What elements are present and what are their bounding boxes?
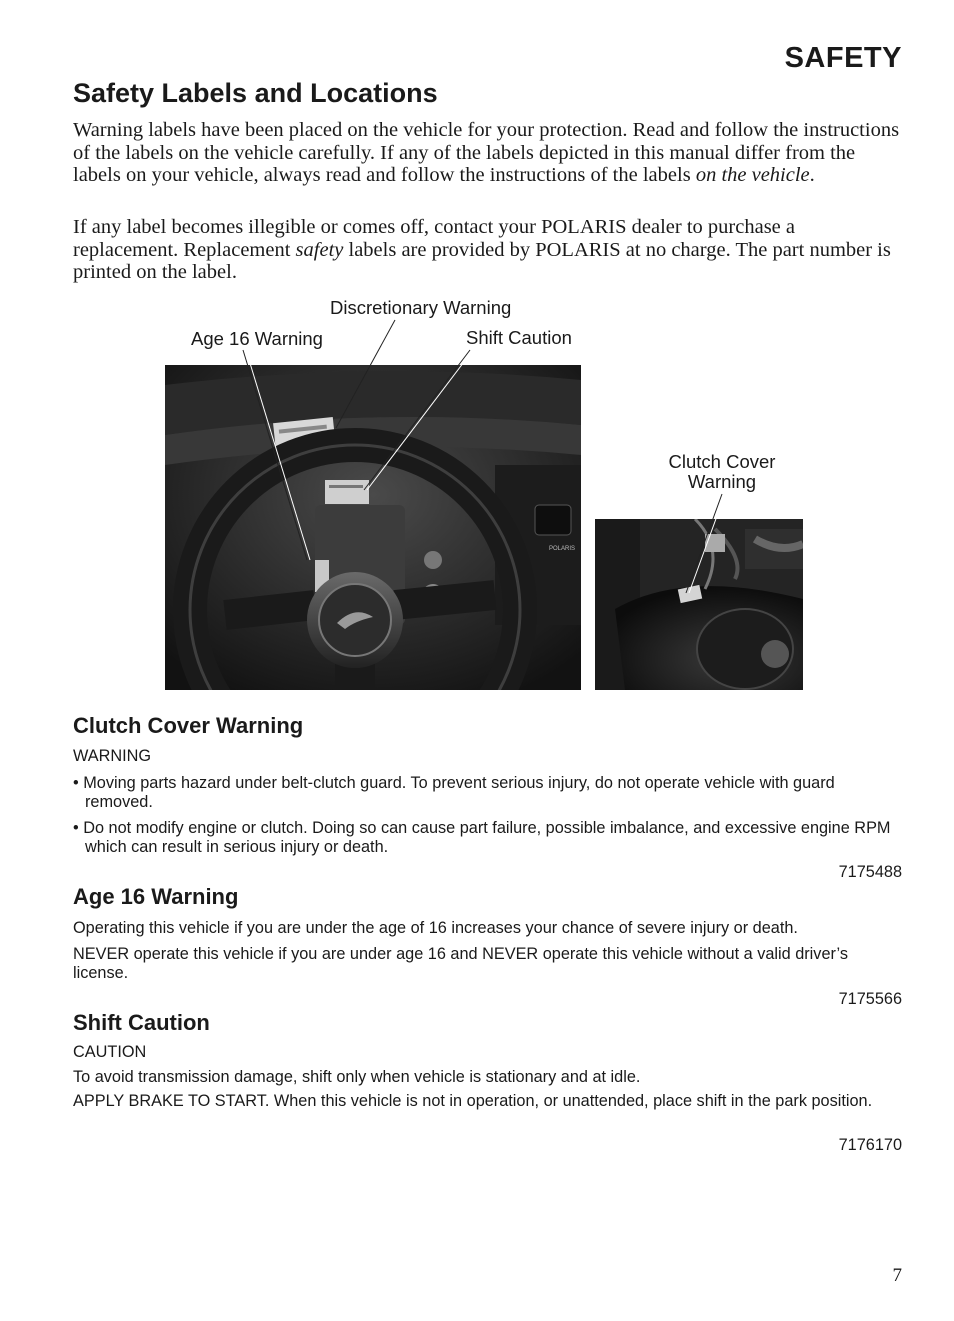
intro-p1-text: Warning labels have been placed on the vehicle for your protection. Read and follow the instructions of the labels on the vehicle carefully. If any of the labels depicted in this manual differ from the labels on your vehicle, always read and follow the instructions of the labels bbox=[73, 119, 900, 186]
shift-caution-heading: Shift Caution bbox=[73, 1010, 210, 1035]
clutch-cover-bullet-2: • Do not modify engine or clutch. Doing so can cause part failure, possible imbalance, and excessive engine RPM which can result in serious injury or death. bbox=[73, 819, 891, 856]
dashboard-photo bbox=[165, 365, 581, 690]
page-number: 7 bbox=[892, 1265, 902, 1286]
shift-caution-line-2: APPLY BRAKE TO START. When this vehicle is not in operation, or unattended, place shift in the park position. bbox=[73, 1092, 873, 1110]
callout-clutch-cover-warning: Clutch Cover Warning bbox=[668, 451, 776, 492]
clutch-cover-signal-word: WARNING bbox=[73, 747, 152, 765]
clutch-cover-heading: Clutch Cover Warning bbox=[73, 713, 304, 738]
clutch-cover-bullet-1: • Moving parts hazard under belt-clutch guard. To prevent serious injury, do not operate vehicle with guard removed. bbox=[73, 774, 835, 811]
age16-part-number: 7175566 bbox=[838, 990, 902, 1008]
callout-discretionary-warning: Discretionary Warning bbox=[330, 297, 512, 318]
clutch-cover-photo bbox=[595, 519, 803, 690]
intro-p1-emphasis: on the vehicle bbox=[695, 164, 810, 186]
age16-line-2: NEVER operate this vehicle if you are under age 16 and NEVER operate this vehicle without a valid driver’s license. bbox=[73, 945, 848, 982]
shift-caution-line-1: To avoid transmission damage, shift only when vehicle is stationary and at idle. bbox=[73, 1068, 641, 1086]
photo-brand-text: POLARIS bbox=[549, 546, 576, 552]
clutch-cover-part-number: 7175488 bbox=[838, 863, 902, 881]
section-title: SAFETY bbox=[784, 42, 902, 74]
shift-caution-part-number: 7176170 bbox=[838, 1136, 902, 1154]
age16-line-1: Operating this vehicle if you are under the age of 16 increases your chance of severe injury or death. bbox=[73, 919, 798, 937]
page-heading: Safety Labels and Locations bbox=[73, 78, 438, 108]
callout-age16-warning: Age 16 Warning bbox=[191, 328, 323, 349]
intro-p2-end: labels are provided by POLARIS at no charge. The part number is printed on the label. bbox=[73, 238, 891, 283]
intro-p2-emphasis: safety bbox=[295, 238, 344, 261]
callout-shift-caution: Shift Caution bbox=[466, 327, 572, 348]
intro-p1-end: . bbox=[809, 164, 815, 186]
intro-p2-text: If any label becomes illegible or comes off, contact your POLARIS dealer to purchase a replacement. Replacement bbox=[73, 216, 796, 261]
shift-caution-signal-word: CAUTION bbox=[73, 1043, 147, 1061]
age16-heading: Age 16 Warning bbox=[73, 884, 239, 909]
intro-paragraph-2 bbox=[73, 216, 905, 284]
intro-paragraph-1 bbox=[73, 119, 905, 187]
